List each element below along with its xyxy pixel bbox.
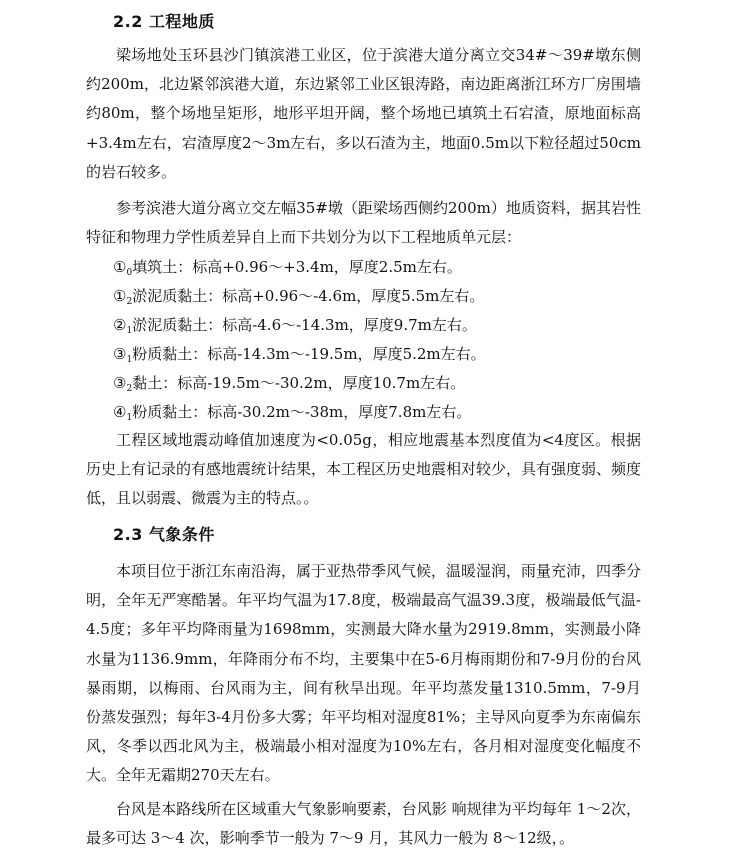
paragraph-site-description: 梁场地处玉环县沙门镇滨港工业区，位于滨港大道分离立交34#～39#墩东侧约200m，北边紧邻滨港大道，东边紧邻工业区银涛路，南边距离浙江环方厂房围墙约80m，整个场地呈矩形，地形平坦开阔，整个场地已填筑土石宕渣，原地面标高+3.4m左右，宕渣厚度2～3m左右，多以石渣为主，地面0.5m以下粒径超过50cm的岩石较多。 [86,46,641,181]
layer-number: ③ [113,345,127,363]
layer-subscript: 2 [126,297,133,307]
section-heading-geology: 2.2 工程地质 [113,12,215,31]
layer-number: ① [113,258,127,276]
layer-text: 淤泥质黏土：标高-4.6～-14.3m，厚度9.7m左右。 [132,316,477,334]
layer-number: ② [113,316,127,334]
layer-text: 黏土：标高-19.5m～-30.2m，厚度10.7m左右。 [132,374,466,392]
layer-item [113,285,484,313]
layer-item [113,372,465,400]
layer-subscript: 2 [126,384,133,394]
layer-item [113,256,462,284]
layer-item [113,343,486,371]
layer-subscript: 1 [126,413,133,423]
layer-subscript: 1 [126,355,133,365]
layer-text: 填筑土：标高+0.96～+3.4m，厚度2.5m左右。 [132,258,462,276]
layer-number: ③ [113,374,127,392]
paragraph-seismic: 工程区域地震动峰值加速度为<0.05g，相应地震基本烈度值为<4度区。根据历史上有记录的有感地震统计结果，本工程区历史地震相对较少，具有强度弱、频度低，且以弱震、微震为主的特点。。 [86,431,642,508]
paragraph-geology-reference: 参考滨港大道分离立交左幅35#墩（距梁场西侧约200m）地质资料，据其岩性特征和物理力学性质差异自上而下共划分为以下工程地质单元层： [86,199,641,247]
paragraph-typhoon: 台风是本路线所在区域重大气象影响要素，台风影 响规律为平均每年 1～2次，最多可达 3～4 次，影响季节一般为 7～9 月，其风力一般为 8～12级，。 [86,800,641,848]
paragraph-climate: 本项目位于浙江东南沿海，属于亚热带季风气候，温暖湿润，雨量充沛，四季分明，全年无严寒酷暑。年平均气温为17.8度，极端最高气温39.3度，极端最低气温-4.5度；多年平均降雨量为1698mm，实测最大降水量为2919.8mm，实测最小降水量为1136.9mm，年降雨分布不均，主要集中在5-6月梅雨期份和7-9月份的台风暴雨期，以梅雨、台风雨为主，间有秋旱出现。年平均蒸发量1310.5mm，7-9月份蒸发强烈；每年3-4月份多大雾；年平均相对湿度81%；主导风向夏季为东南偏东风，冬季以西北风为主，极端最小相对湿度为10%左右，各月相对湿度变化幅度不大。全年无霜期270天左右。 [86,562,642,785]
layer-subscript: 0 [126,268,133,278]
layer-number: ④ [113,403,127,421]
layer-number: ① [113,287,127,305]
layer-text: 淤泥质黏土：标高+0.96～-4.6m，厚度5.5m左右。 [132,287,485,305]
section-heading-climate: 2.3 气象条件 [113,525,215,544]
layer-text: 粉质黏土：标高-30.2m～-38m，厚度7.8m左右。 [132,403,472,421]
layer-text: 粉质黏土：标高-14.3m～-19.5m，厚度5.2m左右。 [132,345,486,363]
layer-subscript: 1 [126,326,133,336]
layer-item [113,401,471,429]
layer-item [113,314,477,342]
